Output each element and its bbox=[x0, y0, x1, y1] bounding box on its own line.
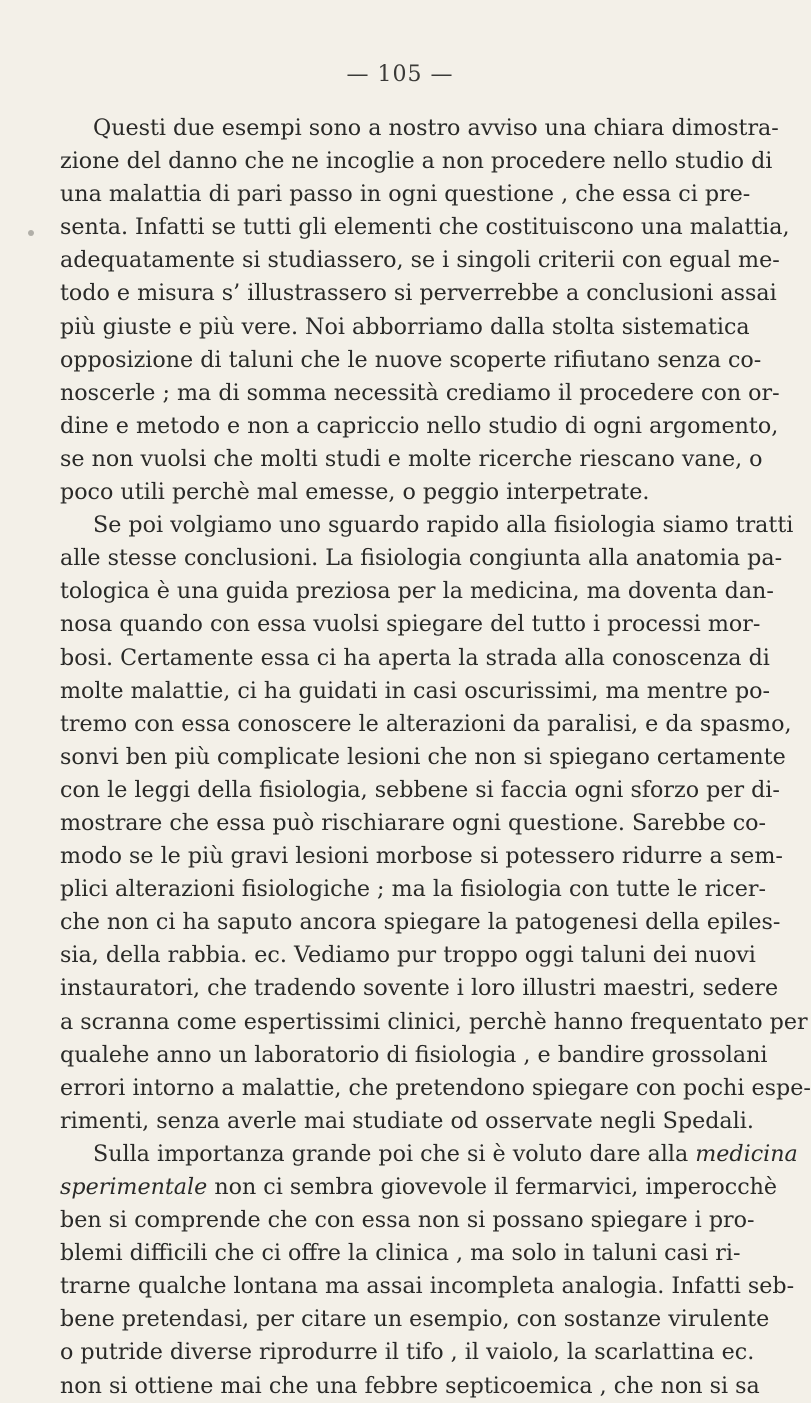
body-text bbox=[60, 112, 811, 1403]
text-line: mostrare che essa può rischiarare ogni questione. Sarebbe co- bbox=[60, 809, 767, 836]
text-line: con le leggi della fisiologia, sebbene si faccia ogni sforzo per di- bbox=[60, 776, 780, 803]
text-line: sonvi ben più complicate lesioni che non si spiegano certamente bbox=[60, 743, 786, 770]
text-line: una malattia di pari passo in ogni questione , che essa ci pre- bbox=[60, 181, 751, 208]
text-line: nosa quando con essa vuolsi spiegare del tutto i processi mor- bbox=[60, 611, 761, 638]
text-line: opposizione di taluni che le nuove scoperte rifiutano senza co- bbox=[60, 346, 762, 373]
text-segment: Sulla importanza grande poi che si è voluto dare alla bbox=[93, 1140, 696, 1167]
text-line: poco utili perchè mal emesse, o peggio interpetrate. bbox=[60, 479, 650, 506]
text-line: più giuste e più vere. Noi abborriamo dalla stolta sistematica bbox=[60, 313, 750, 340]
text-line: blemi difficili che ci offre la clinica , ma solo in taluni casi ri- bbox=[60, 1240, 741, 1267]
paper-mark bbox=[28, 230, 34, 236]
text-line: se non vuolsi che molti studi e molte ricerche riescano vane, o bbox=[60, 445, 763, 472]
italic-text: sperimentale bbox=[60, 1174, 208, 1200]
text-line: modo se le più gravi lesioni morbose si potessero ridurre a sem- bbox=[60, 843, 783, 870]
text-line: noscerle ; ma di somma necessità crediamo il procedere con or- bbox=[60, 379, 780, 406]
text-line: o putride diverse riprodurre il tifo , il vaiolo, la scarlattina ec. bbox=[60, 1339, 755, 1366]
text-line: Questi due esempi sono a nostro avviso una chiara dimostra- bbox=[93, 115, 779, 141]
text-line: qualehe anno un laboratorio di fisiologia , e bandire grossolani bbox=[60, 1041, 768, 1068]
text-line: Se poi volgiamo uno sguardo rapido alla fisiologia siamo tratti bbox=[93, 512, 794, 539]
text-line: alle stesse conclusioni. La fisiologia congiunta alla anatomia pa- bbox=[60, 545, 783, 572]
text-line: a scranna come espertissimi clinici, perchè hanno frequentato per bbox=[60, 1008, 808, 1035]
text-line: todo e misura s’ illustrassero si perverrebbe a conclusioni assai bbox=[60, 280, 777, 307]
text-line: che non ci ha saputo ancora spiegare la patogenesi della epiles- bbox=[60, 909, 781, 936]
text-line: tologica è una guida preziosa per la medicina, ma doventa dan- bbox=[60, 578, 774, 605]
text-line: bosi. Certamente essa ci ha aperta la strada alla conoscenza di bbox=[60, 644, 770, 671]
text-line: errori intorno a malattie, che pretendono spiegare con pochi espe- bbox=[60, 1074, 811, 1101]
text-line: ben si comprende che con essa non si possano spiegare i pro- bbox=[60, 1207, 755, 1234]
text-segment: non ci sembra giovevole il fermarvici, imperocchè bbox=[207, 1174, 778, 1200]
text-line: sia, della rabbia. ec. Vediamo pur troppo oggi taluni dei nuovi bbox=[60, 942, 756, 969]
italic-text: medicina bbox=[695, 1140, 798, 1167]
text-line: rimenti, senza averle mai studiate od osservate negli Spedali. bbox=[60, 1107, 754, 1134]
text-line: instauratori, che tradendo sovente i loro illustri maestri, sedere bbox=[60, 975, 779, 1002]
text-line: molte malattie, ci ha guidati in casi oscurissimi, ma mentre po- bbox=[60, 677, 771, 704]
text-line: plici alterazioni fisiologiche ; ma la fisiologia con tutte le ricer- bbox=[60, 876, 766, 903]
text-line: bene pretendasi, per citare un esempio, con sostanze virulente bbox=[60, 1306, 770, 1333]
text-line: trarne qualche lontana ma assai incompleta analogia. Infatti seb- bbox=[60, 1273, 795, 1300]
text-line: zione del danno che ne incoglie a non procedere nello studio di bbox=[60, 148, 773, 175]
text-line: senta. Infatti se tutti gli elementi che costituiscono una malattia, bbox=[60, 214, 790, 241]
text-line: dine e metodo e non a capriccio nello studio di ogni argomento, bbox=[60, 412, 779, 439]
text-line: adequatamente si studiassero, se i singoli criterii con egual me- bbox=[60, 247, 780, 274]
text-line: tremo con essa conoscere le alterazioni da paralisi, e da spasmo, bbox=[60, 710, 792, 737]
text-line bbox=[60, 1138, 798, 1171]
text-line: non si ottiene mai che una febbre septicoemica , che non si sa bbox=[60, 1372, 760, 1399]
text-line bbox=[60, 1171, 778, 1204]
page-number: — 105 — bbox=[346, 62, 454, 87]
